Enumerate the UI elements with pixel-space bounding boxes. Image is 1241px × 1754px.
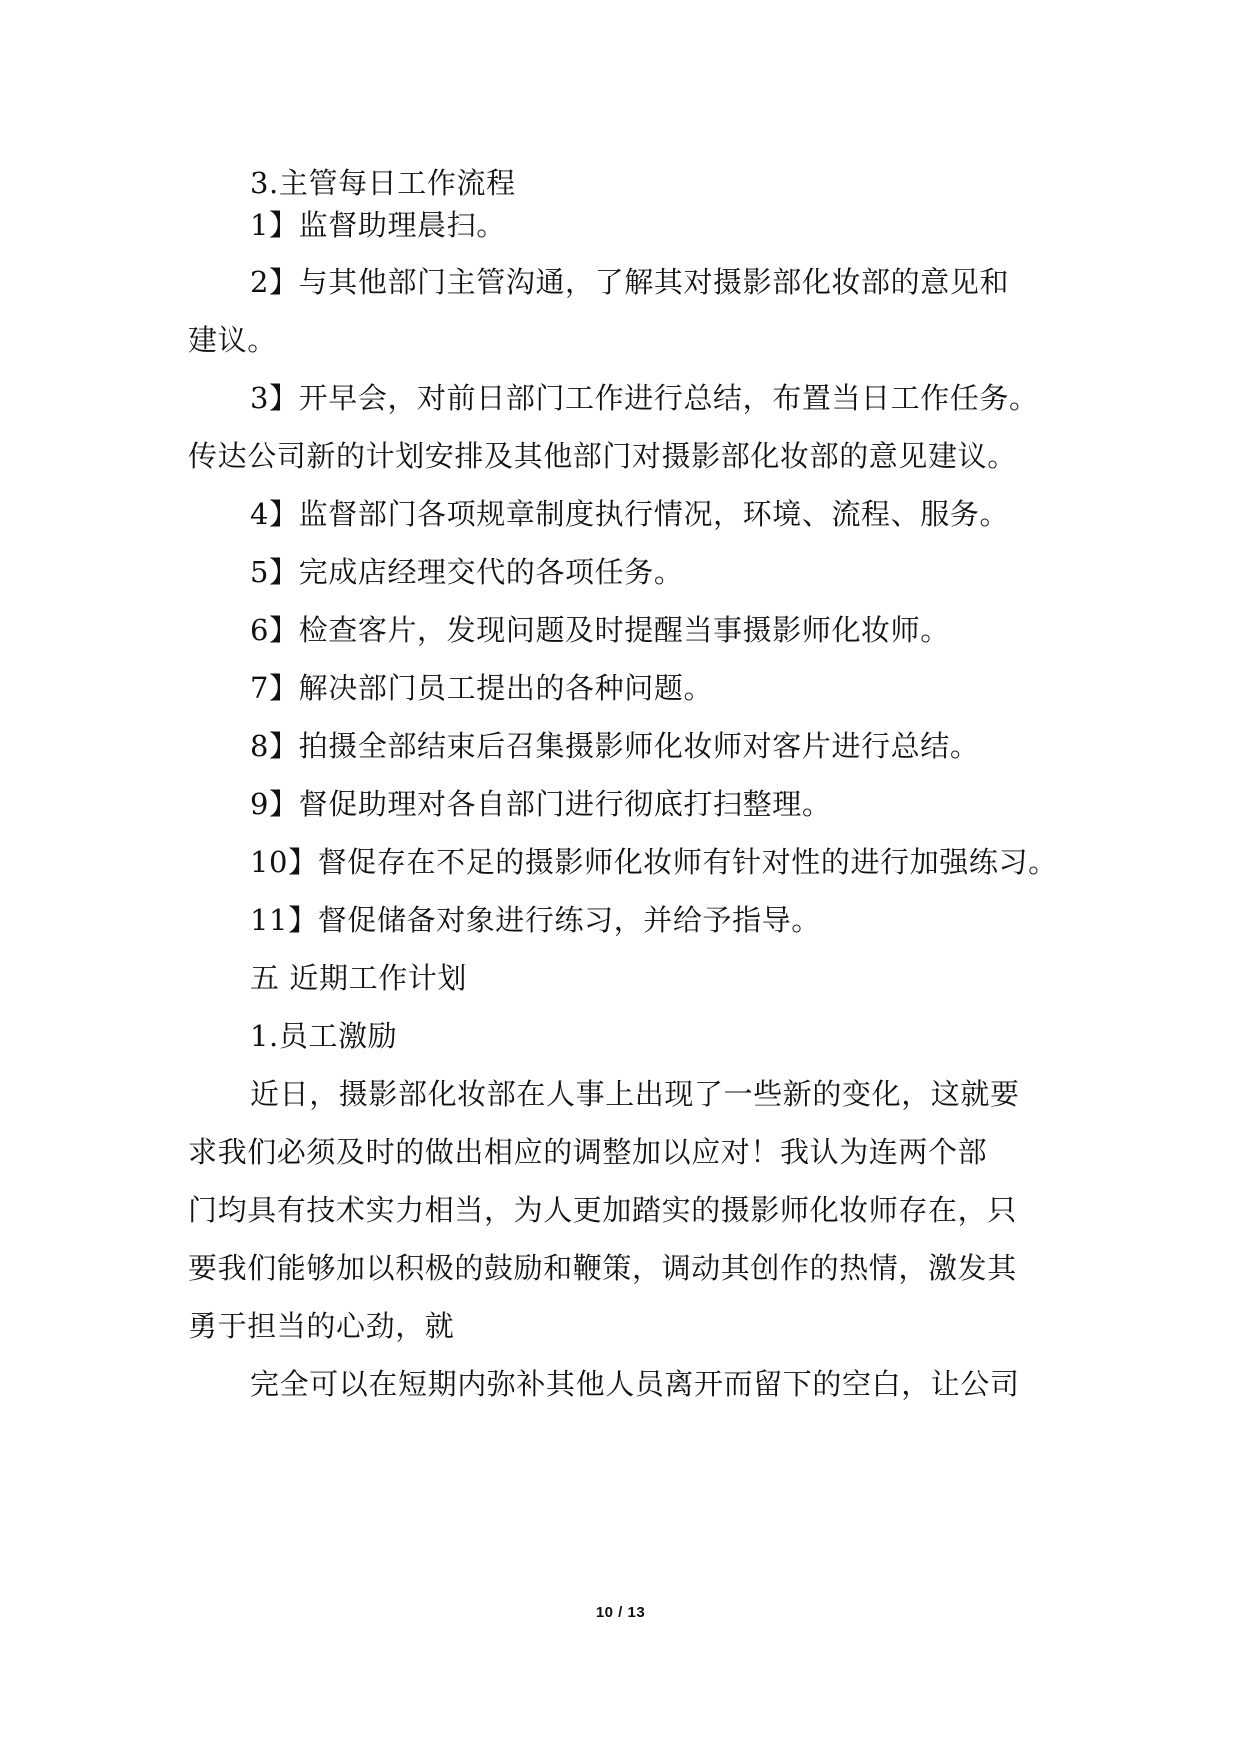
list-item: 2】与其他部门主管沟通，了解其对摄影部化妆部的意见和: [250, 265, 1010, 299]
section-heading-supervisor-workflow: 3.主管每日工作流程: [250, 166, 516, 200]
list-item: 9】督促助理对各自部门进行彻底打扫整理。: [250, 787, 832, 821]
list-item: 5】完成店经理交代的各项任务。: [250, 555, 684, 589]
paragraph-line: 勇于担当的心劲，就: [188, 1309, 455, 1343]
list-item: 4】监督部门各项规章制度执行情况，环境、流程、服务。: [250, 497, 1010, 531]
section-heading-recent-plan: 五 近期工作计划: [250, 961, 468, 995]
list-item-continuation: 传达公司新的计划安排及其他部门对摄影部化妆部的意见建议。: [188, 439, 1017, 473]
list-item: 6】检查客片，发现问题及时提醒当事摄影师化妆师。: [250, 613, 950, 647]
paragraph-line: 门均具有技术实力相当，为人更加踏实的摄影师化妆师存在，只: [188, 1193, 1017, 1227]
list-item: 1】监督助理晨扫。: [250, 208, 506, 242]
paragraph-line: 完全可以在短期内弥补其他人员离开而留下的空白，让公司: [250, 1367, 1020, 1401]
list-item: 7】解决部门员工提出的各种问题。: [250, 671, 714, 705]
page-number: 10 / 13: [595, 1604, 646, 1621]
list-item-continuation: 建议。: [188, 323, 277, 357]
list-item: 3】开早会，对前日部门工作进行总结，布置当日工作任务。: [250, 381, 1039, 415]
paragraph-line: 要我们能够加以积极的鼓励和鞭策，调动其创作的热情，激发其: [188, 1251, 1017, 1285]
list-item: 8】拍摄全部结束后召集摄影师化妆师对客片进行总结。: [250, 729, 980, 763]
paragraph-line: 求我们必须及时的做出相应的调整加以应对！我认为连两个部: [188, 1135, 988, 1169]
list-item: 10】督促存在不足的摄影师化妆师有针对性的进行加强练习。: [250, 845, 1058, 879]
list-item: 11】督促储备对象进行练习，并给予指导。: [250, 903, 821, 937]
subsection-heading-staff-motivation: 1.员工激励: [250, 1019, 398, 1053]
paragraph-line: 近日，摄影部化妆部在人事上出现了一些新的变化，这就要: [250, 1077, 1020, 1111]
